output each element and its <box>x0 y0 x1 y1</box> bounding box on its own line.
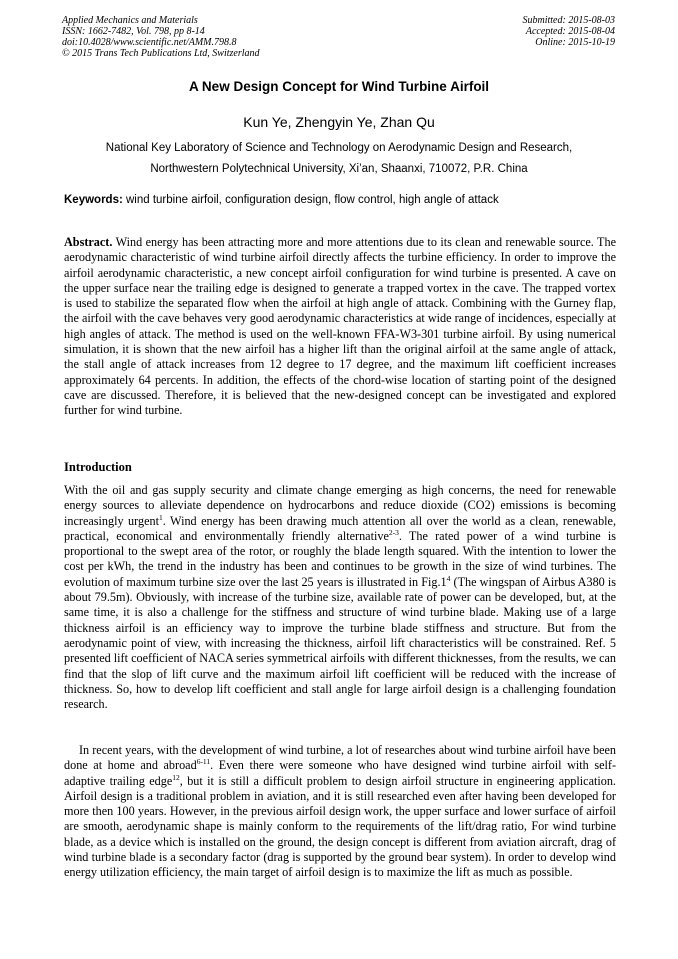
citation-ref: 2-3 <box>388 527 399 537</box>
citation-ref: 1 <box>158 512 163 522</box>
intro-paragraph-2 <box>64 743 616 881</box>
affiliation-line-1: National Key Laboratory of Science and Technology on Aerodynamic Design and Research, <box>105 142 573 154</box>
affiliation <box>0 138 678 180</box>
intro-paragraph-1 <box>64 483 616 712</box>
abstract-text: Wind energy has been attracting more and more attentions due to its clean and renewable source. The aerodynamic characteristic of wind turbine airfoil directly affects the turbine efficiency. In order to improve the airfoil aerodynamic characteristic, a new concept airfoil configuration for wind turbine is presented. A cave on the upper surface near the trailing edge is designed to generate a trapped vortex in the cave. The trapped vortex is used to stabilize the separated flow when the airfoil at high angle of attack. Combining with the Gurney flap, the airfoil with the cave behaves very good aerodynamic characteristics at wide range of incidences, especially at high angles of attack. The method is used on the well-known FFA-W3-301 turbine airfoil. By using numerical simulation, it is shown that the new airfoil has a higher lift than the original airfoil at the same angle of attack, the stall angle of attack increases from 12 degree to 17 degree, and the maximum lift coefficient increases approximately 64 percents. In addition, the effects of the chord-wise location of starting point of the designed cave are discussed. Therefore, it is believed that the new-designed concept can be investigated and explored further for wind turbine. <box>64 235 616 418</box>
citation-ref: 6-11 <box>196 757 211 767</box>
intro-text: In recent years, with the development of wind turbine, a lot of researches about wind turbine airfoil have been done at home and abroad <box>64 743 616 773</box>
copyright-line: © 2015 Trans Tech Publications Ltd, Switzerland <box>62 48 260 59</box>
intro-text: . Wind energy has been drawing much attention all over the world as a clean, renewable, practical, economical and environmentally friendly alternative <box>64 513 617 543</box>
intro-text: , but it is still a difficult problem to design airfoil structure in engineering application. Airfoil design is a traditional problem in aviation, and it is still researched even after having been developed for more then 100 years. However, in the previous airfoil design work, the upper surface and lower surface of airfoil are smooth, aerodynamic shape is mainly conform to the requirements of the lift/drag ratio, For wind turbine blade, as a device which is installed on the ground, the design concept is different from aviation aircraft, drag of wind turbine blade is a secondary factor (drag is supported by the ground bear system). In order to develop wind energy utilization efficiency, the main target of airfoil design is to maximize the lift as much as possible. <box>64 773 616 880</box>
doi-line: doi:10.4028/www.scientific.net/AMM.798.8 <box>62 37 237 48</box>
keywords-text: wind turbine airfoil, configuration design, flow control, high angle of attack <box>126 194 499 206</box>
citation-ref: 4 <box>446 573 451 583</box>
paper-title: A New Design Concept for Wind Turbine Airfoil <box>188 79 490 94</box>
submitted-date: Submitted: 2015-08-03 <box>522 15 615 26</box>
intro-text: With the oil and gas supply security and climate change emerging as high concerns, the need for renewable energy sources to alleviate dependence on hydrocarbons and reduce dioxide (CO2) emissions is becoming increasingly urgent <box>64 483 616 528</box>
abstract-label: Abstract. <box>64 235 113 249</box>
author-list: Kun Ye, Zhengyin Ye, Zhan Qu <box>243 114 435 130</box>
keywords <box>64 194 624 206</box>
affiliation-line-2: Northwestern Polytechnical University, Xi’an, Shaanxi, 710072, P.R. China <box>150 163 528 175</box>
intro-text: . The rated power of a wind turbine is proportional to the swept area of the rotor, or roughly the blade length squared. With the intention to lower the cost per kWh, the trend in the industry has been and continues to be growth in the size of wind turbines. The evolution of maximum turbine size over the last 25 years is illustrated in Fig.1 <box>64 528 616 589</box>
intro-text: . Even there were someone who have designed wind turbine airfoil with self-adaptive trailing edge <box>64 758 617 788</box>
online-date: Online: 2015-10-19 <box>535 37 615 48</box>
accepted-date: Accepted: 2015-08-04 <box>525 26 615 37</box>
intro-text: (The wingspan of Airbus A380 is about 79.5m). Obviously, with increase of the turbine size, available rate of power can be developed, but, at the same time, it is also a challenge for the stiffness and structure of wind turbine blade. Making use of a large thickness airfoil is an efficiency way to improve the turbine blade stiffness and structure. But from the aerodynamic point of view, with increasing the thickness, airfoil lift characteristics will be constrained. Ref. 5 presented lift coefficient of NACA series symmetrical airfoils with different thicknesses, from the results, we can find that the slop of lift curve and the maximum airfoil lift coefficient will be reduced with the increase of thickness. So, how to develop lift coefficient and stall angle for large airfoil design is a challenging foundation research. <box>64 574 616 712</box>
issn-line: ISSN: 1662-7482, Vol. 798, pp 8-14 <box>62 26 205 37</box>
publication-dates <box>523 15 616 48</box>
journal-name: Applied Mechanics and Materials <box>62 15 198 26</box>
section-heading-introduction: Introduction <box>64 460 132 474</box>
journal-info <box>62 15 260 59</box>
abstract <box>64 235 616 419</box>
citation-ref: 12 <box>172 772 180 782</box>
keywords-label: Keywords: <box>64 194 123 206</box>
